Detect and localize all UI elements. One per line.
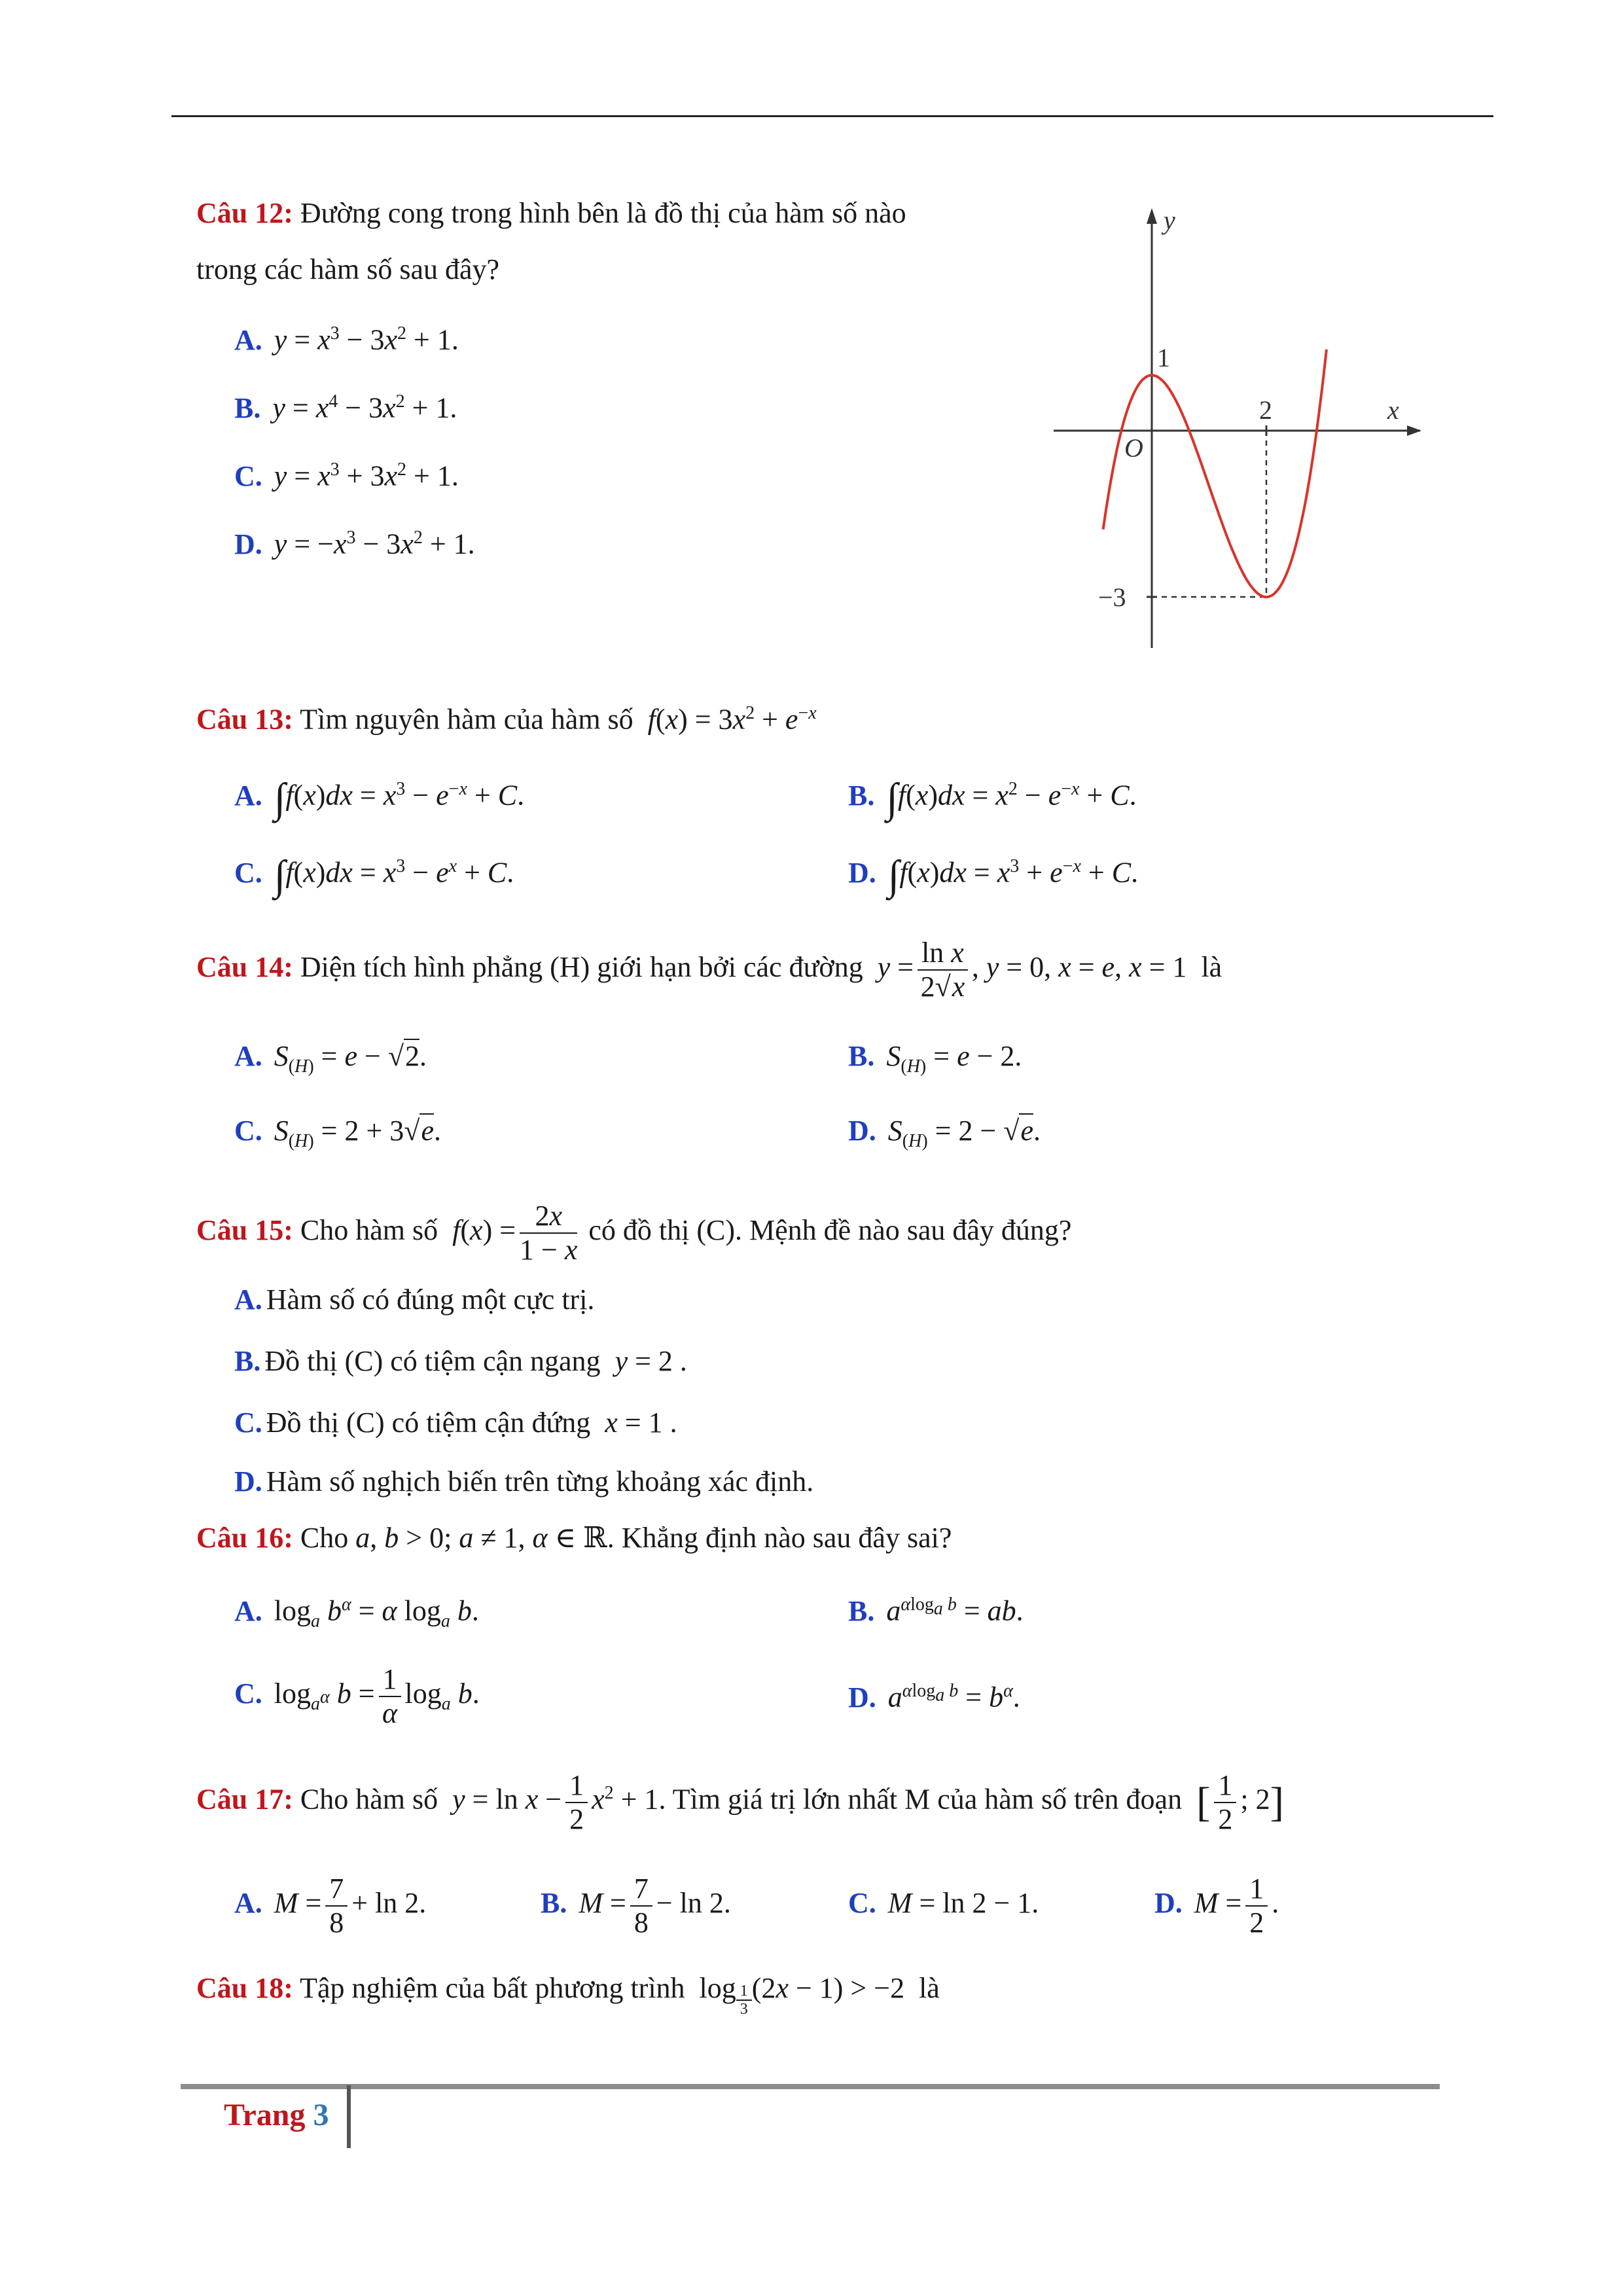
q15-option-d: D. Hàm số nghịch biến trên từng khoảng xác định. <box>234 1465 814 1498</box>
q12-option-d: D. $y = -x^3 - 3x^2 + 1$. <box>234 528 475 560</box>
origin-label: O <box>1124 433 1143 463</box>
q14-option-c: C. $S_{(H)} = 2 + 3√e$. <box>234 1115 441 1151</box>
y-axis-arrow-icon <box>1147 208 1157 224</box>
question-15-label: Câu 15: <box>196 1214 293 1246</box>
question-14-tail: là <box>1201 951 1222 983</box>
question-14-label: Câu 14: <box>196 951 293 983</box>
q13-option-d: D. $\int f(x)dx = x^3 + e^{-x} + C$. <box>848 852 1139 899</box>
tick-label-1: 1 <box>1157 343 1170 372</box>
question-16-text: Cho <box>300 1522 349 1554</box>
question-16: Câu 16: Cho a, b > 0; a ≠ 1, α ∈ ℝ. Khẳng định nào sau đây sai? <box>196 1522 952 1554</box>
question-12 <box>196 195 906 232</box>
q13-option-c: C. $\int f(x)dx = x^3 - e^x + C$. <box>234 852 514 899</box>
q15-option-b: B. Đồ thị (C) có tiệm cận ngang y = 2 . <box>234 1345 687 1377</box>
q16-option-a: A. $\log_a b^\alpha = \alpha$ $\log_a b$. <box>234 1594 479 1632</box>
question-15: Câu 15: Cho hàm số f(x) = $\frac{2x}{1 - x}$ có đồ thị (C). Mệnh đề nào sau đây đúng? <box>196 1199 1072 1266</box>
q16-option-c: C. $\log_{a^\alpha} b$ = $\frac{1}{\alpha}$ $\log_a b$. <box>234 1662 480 1729</box>
function-graph <box>1047 196 1440 655</box>
question-18-tail: là <box>919 1972 940 2004</box>
q17-option-a: A. M = $\frac{7}{8}$ + ln 2. <box>234 1872 427 1939</box>
question-14: Câu 14: Diện tích hình phẳng (H) giới hạn bởi các đường y = $\frac{\text{ln x}}{2√x}$ , y = 0, x = e, x = 1 là <box>196 936 1222 1003</box>
q16-option-b: B. $a^{\alpha log_a b}$ = ab. <box>848 1594 1024 1627</box>
question-15-tail: có đồ thị (C). Mệnh đề nào sau đây đúng? <box>588 1214 1072 1246</box>
q14-option-b: B. $S_{(H)} = e - 2$. <box>848 1040 1022 1077</box>
tick-label-neg3: −3 <box>1098 583 1126 612</box>
q17-option-c: C. M = ln 2 − 1. <box>848 1887 1039 1919</box>
question-14-text: Diện tích hình phẳng (H) giới hạn bởi các đường <box>300 951 863 983</box>
question-18-text: Tập nghiệm của bất phương trình <box>300 1972 685 2004</box>
q13-option-a: A. $\int f(x)dx = x^3 - e^{-x} + C$. <box>234 774 525 821</box>
q17-option-b: B. M = $\frac{7}{8}$ − ln 2. <box>541 1872 731 1939</box>
x-axis-label: x <box>1387 395 1399 425</box>
question-15-text: Cho hàm số <box>300 1214 438 1246</box>
question-17-text: Cho hàm số <box>300 1783 438 1816</box>
q14-option-a: A. $S_{(H)} = e - √2$. <box>234 1040 427 1077</box>
question-13: Câu 13: Tìm nguyên hàm của hàm số $f(x) = 3x^2 + e^{-x}$ <box>196 703 817 736</box>
q14-option-d: D. $S_{(H)} = 2 - √e$. <box>848 1115 1041 1151</box>
q13-option-b: B. $\int f(x)dx = x^2 - e^{-x} + C$. <box>848 774 1137 821</box>
x-axis-arrow-icon <box>1407 425 1421 436</box>
question-13-label: Câu 13: <box>196 703 293 736</box>
y-axis-label: y <box>1164 206 1175 235</box>
q12-option-c: C. $y = x^3 + 3x^2 + 1$. <box>234 459 459 492</box>
q15-option-a: A. Hàm số có đúng một cực trị. <box>234 1283 595 1316</box>
footer-divider <box>347 2085 351 2148</box>
question-12-label: Câu 12: <box>196 197 293 229</box>
question-17-label: Câu 17: <box>196 1783 293 1816</box>
tick-label-2: 2 <box>1259 395 1272 425</box>
footer-label: Trang <box>224 2098 306 2132</box>
page-number: 3 <box>313 2098 329 2132</box>
header-rule <box>171 115 1493 117</box>
q12-option-a: A. $y = x^3 - 3x^2 + 1$. <box>234 323 459 356</box>
question-17: Câu 17: Cho hàm số y = ln x − $\frac{1}{2}$ $x^2 + 1$. Tìm giá trị lớn nhất M của hàm số trên đoạn [ $\frac{1}{2}$ ; 2] <box>196 1768 1284 1835</box>
question-18-label: Câu 18: <box>196 1972 293 2004</box>
question-16-label: Câu 16: <box>196 1522 293 1554</box>
q15-option-c: C. Đồ thị (C) có tiệm cận đứng x = 1 . <box>234 1407 677 1439</box>
q12-option-b: B. $y = x^4 - 3x^2 + 1$. <box>234 391 457 424</box>
question-18: Câu 18: Tập nghiệm của bất phương trình log $_{\frac{1}{3}}$ (2x − 1) > −2 là <box>196 1972 940 2018</box>
q16-option-d: D. $a^{\alpha log_a b} = b^\alpha$. <box>848 1681 1020 1713</box>
footer-rule <box>181 2084 1440 2089</box>
question-16-tail: . Khẳng định nào sau đây sai? <box>607 1522 952 1554</box>
q17-option-d: D. M = $\frac{1}{2}$ . <box>1154 1872 1279 1939</box>
question-17-tail: . Tìm giá trị lớn nhất M của hàm số trên đoạn <box>658 1783 1183 1816</box>
question-12-text-cont: trong các hàm số sau đây? <box>196 253 500 285</box>
question-12-text: Đường cong trong hình bên là đồ thị của hàm số nào <box>300 197 906 229</box>
cubic-curve <box>1103 350 1327 597</box>
question-13-text: Tìm nguyên hàm của hàm số <box>300 703 633 736</box>
page-footer <box>224 2083 329 2148</box>
